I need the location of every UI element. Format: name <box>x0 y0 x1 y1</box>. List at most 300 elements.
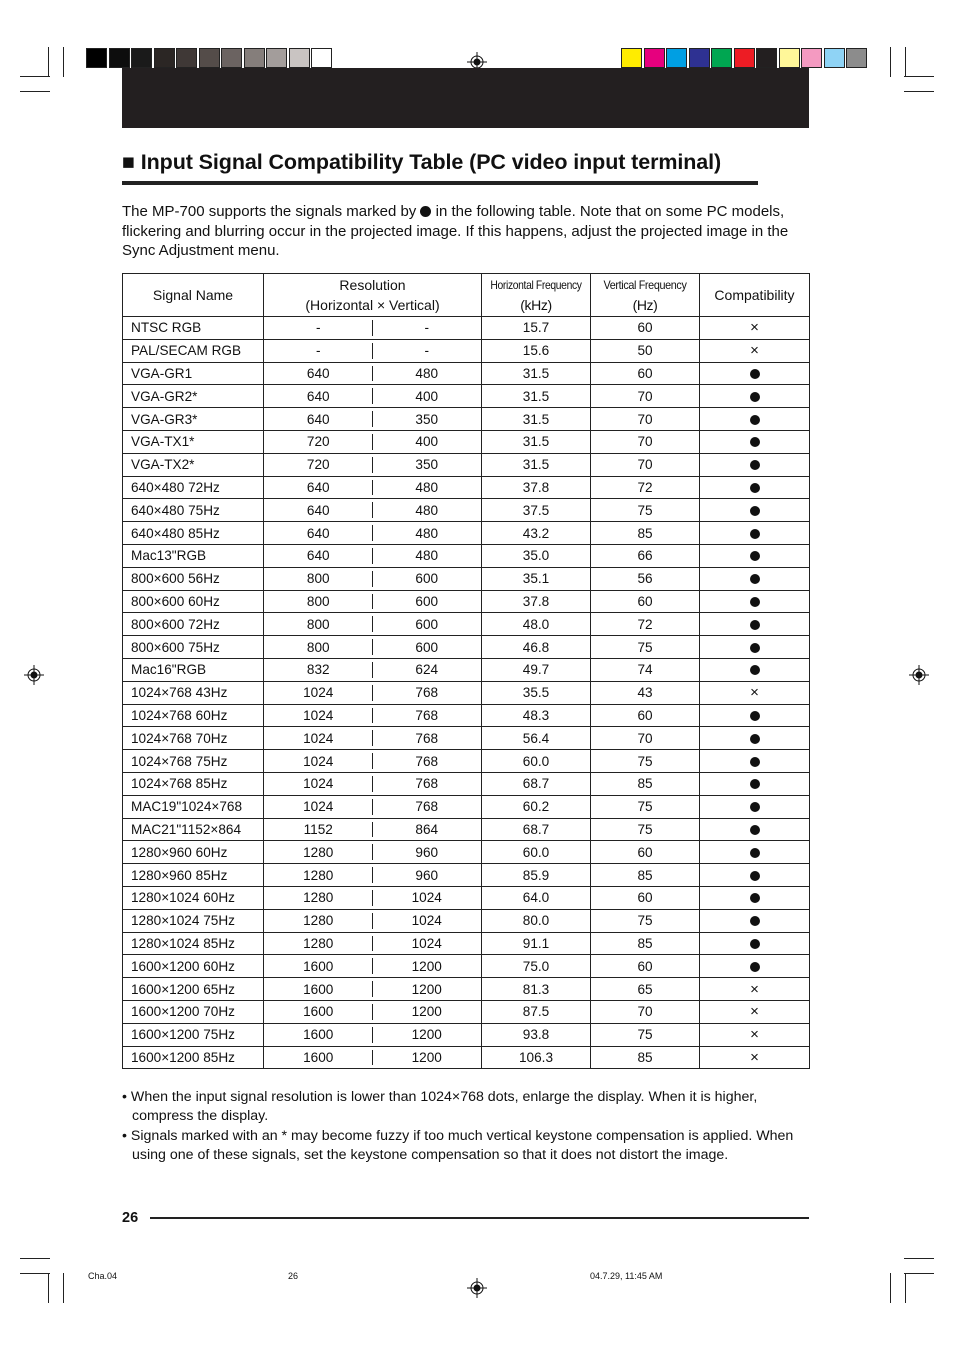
crop-mark <box>904 1273 934 1274</box>
v-frequency-cell: 50 <box>591 339 700 362</box>
crop-mark <box>904 76 934 77</box>
signal-name-cell: 800×600 72Hz <box>123 613 264 636</box>
supported-dot-icon <box>750 529 760 539</box>
signal-name-cell: 1024×768 85Hz <box>123 772 264 795</box>
compatibility-cell <box>700 567 810 590</box>
compatibility-cell <box>700 955 810 978</box>
signal-name-cell: 800×600 75Hz <box>123 636 264 659</box>
h-frequency-cell: 48.3 <box>482 704 591 727</box>
v-resolution-cell: 768 <box>373 772 482 795</box>
not-supported-x-icon: × <box>750 684 759 702</box>
table-row <box>123 932 810 955</box>
table-row <box>123 864 810 887</box>
h-frequency-cell: 15.7 <box>482 317 591 340</box>
v-resolution-cell: 480 <box>373 522 482 545</box>
page-title <box>122 150 721 175</box>
page-number: 26 <box>122 1210 139 1226</box>
supported-dot-icon <box>750 437 760 447</box>
v-frequency-cell: 75 <box>591 750 700 773</box>
signal-name-cell: VGA-GR2* <box>123 385 264 408</box>
v-frequency-cell: 75 <box>591 909 700 932</box>
v-frequency-cell: 75 <box>591 636 700 659</box>
v-frequency-cell: 72 <box>591 476 700 499</box>
signal-name-cell: VGA-GR3* <box>123 408 264 431</box>
table-row <box>123 590 810 613</box>
signal-name-cell: 640×480 85Hz <box>123 522 264 545</box>
signal-name-cell: 1600×1200 75Hz <box>123 1023 264 1046</box>
crop-mark <box>904 1258 934 1259</box>
table-row <box>123 430 810 453</box>
v-frequency-cell: 60 <box>591 704 700 727</box>
compatibility-cell <box>700 544 810 567</box>
h-frequency-cell: 31.5 <box>482 408 591 431</box>
v-frequency-cell: 66 <box>591 544 700 567</box>
color-swatch <box>131 48 152 68</box>
h-resolution-cell: 640 <box>264 544 373 567</box>
h-resolution-cell: 1280 <box>264 864 373 887</box>
table-row <box>123 818 810 841</box>
signal-name-cell: MAC21"1152×864 <box>123 818 264 841</box>
not-supported-x-icon: × <box>750 342 759 360</box>
color-swatch <box>779 48 800 68</box>
v-resolution-cell: 768 <box>373 704 482 727</box>
v-resolution-cell: - <box>373 339 482 362</box>
v-resolution-cell: 480 <box>373 499 482 522</box>
h-frequency-cell: 87.5 <box>482 1000 591 1023</box>
not-supported-x-icon: × <box>750 319 759 337</box>
footer-rule <box>150 1217 809 1219</box>
crop-mark <box>48 1273 49 1303</box>
color-swatch <box>244 48 265 68</box>
note-item: • Signals marked with an * may become fuzzy if too much vertical keystone compensation is applied. When using one of these signals, set the keystone compensation so that it does not distort the image. <box>122 1127 794 1163</box>
h-frequency-cell: 60.0 <box>482 841 591 864</box>
compatibility-cell <box>700 681 810 704</box>
h-frequency-cell: 56.4 <box>482 727 591 750</box>
h-resolution-cell: 720 <box>264 430 373 453</box>
header-resolution <box>264 274 482 317</box>
table-row <box>123 704 810 727</box>
h-frequency-cell: 48.0 <box>482 613 591 636</box>
compatibility-cell <box>700 613 810 636</box>
color-swatch <box>756 48 777 68</box>
compatibility-cell <box>700 590 810 613</box>
v-resolution-cell: 480 <box>373 476 482 499</box>
h-frequency-cell: 35.1 <box>482 567 591 590</box>
color-swatch <box>801 48 822 68</box>
h-resolution-cell: 720 <box>264 453 373 476</box>
compatibility-cell <box>700 499 810 522</box>
compatibility-cell <box>700 727 810 750</box>
table-row <box>123 522 810 545</box>
signal-name-cell: MAC19"1024×768 <box>123 795 264 818</box>
v-frequency-cell: 60 <box>591 886 700 909</box>
signal-name-cell: 1280×1024 85Hz <box>123 932 264 955</box>
h-resolution-cell: 1280 <box>264 886 373 909</box>
v-frequency-cell: 60 <box>591 841 700 864</box>
color-swatch <box>621 48 642 68</box>
supported-dot-icon <box>750 620 760 630</box>
h-resolution-cell: 1024 <box>264 681 373 704</box>
h-resolution-cell: 1152 <box>264 818 373 841</box>
supported-dot-icon <box>750 506 760 516</box>
compatibility-cell <box>700 430 810 453</box>
compatibility-cell <box>700 932 810 955</box>
v-resolution-cell: 480 <box>373 362 482 385</box>
h-frequency-cell: 81.3 <box>482 978 591 1001</box>
crop-mark <box>905 47 906 77</box>
table-row <box>123 636 810 659</box>
h-resolution-cell: - <box>264 339 373 362</box>
header-compatibility: Compatibility <box>700 274 810 317</box>
table-row <box>123 385 810 408</box>
table-row <box>123 339 810 362</box>
compatibility-cell <box>700 750 810 773</box>
supported-dot-icon <box>750 392 760 402</box>
crop-mark <box>904 91 934 92</box>
crop-mark <box>48 47 49 77</box>
h-frequency-cell: 68.7 <box>482 818 591 841</box>
color-swatch <box>266 48 287 68</box>
header-signal-name: Signal Name <box>123 274 264 317</box>
table-row <box>123 978 810 1001</box>
v-frequency-cell: 65 <box>591 978 700 1001</box>
color-swatch <box>711 48 732 68</box>
color-swatch <box>734 48 755 68</box>
table-row <box>123 408 810 431</box>
supported-dot-icon <box>750 711 760 721</box>
compatibility-cell <box>700 476 810 499</box>
supported-dot-icon <box>750 939 760 949</box>
color-swatch <box>311 48 332 68</box>
v-resolution-cell: 624 <box>373 658 482 681</box>
h-resolution-cell: 800 <box>264 613 373 636</box>
supported-dot-icon <box>750 597 760 607</box>
v-frequency-cell: 56 <box>591 567 700 590</box>
h-resolution-cell: 1024 <box>264 795 373 818</box>
h-frequency-cell: 64.0 <box>482 886 591 909</box>
v-resolution-cell: 960 <box>373 864 482 887</box>
compatibility-cell <box>700 339 810 362</box>
table-row <box>123 317 810 340</box>
v-frequency-cell: 43 <box>591 681 700 704</box>
supported-dot-icon <box>420 206 431 217</box>
h-resolution-cell: 640 <box>264 499 373 522</box>
compatibility-cell <box>700 818 810 841</box>
h-resolution-cell: 1280 <box>264 841 373 864</box>
v-frequency-cell: 75 <box>591 818 700 841</box>
v-frequency-cell: 85 <box>591 522 700 545</box>
supported-dot-icon <box>750 893 760 903</box>
color-swatch <box>154 48 175 68</box>
not-supported-x-icon: × <box>750 1026 759 1044</box>
table-row <box>123 499 810 522</box>
table-row <box>123 1000 810 1023</box>
color-swatch <box>221 48 242 68</box>
compatibility-cell <box>700 772 810 795</box>
v-resolution-cell: 864 <box>373 818 482 841</box>
table-row <box>123 658 810 681</box>
color-swatch <box>846 48 867 68</box>
h-frequency-cell: 35.5 <box>482 681 591 704</box>
supported-dot-icon <box>750 483 760 493</box>
header-band <box>122 68 809 128</box>
v-resolution-cell: 768 <box>373 750 482 773</box>
not-supported-x-icon: × <box>750 1048 759 1066</box>
table-row <box>123 955 810 978</box>
slug-page: 26 <box>288 1271 299 1281</box>
compatibility-cell <box>700 1000 810 1023</box>
signal-name-cell: 1024×768 70Hz <box>123 727 264 750</box>
table-row <box>123 476 810 499</box>
color-swatch <box>109 48 130 68</box>
color-swatch <box>289 48 310 68</box>
signal-name-cell: 1280×1024 60Hz <box>123 886 264 909</box>
v-resolution-cell: 768 <box>373 795 482 818</box>
compatibility-cell <box>700 704 810 727</box>
signal-name-cell: 1600×1200 60Hz <box>123 955 264 978</box>
crop-mark <box>20 91 50 92</box>
supported-dot-icon <box>750 415 760 425</box>
v-frequency-cell: 60 <box>591 317 700 340</box>
v-resolution-cell: 600 <box>373 613 482 636</box>
h-frequency-cell: 37.8 <box>482 476 591 499</box>
compatibility-cell <box>700 886 810 909</box>
table-row <box>123 453 810 476</box>
v-resolution-cell: 768 <box>373 681 482 704</box>
header-hfreq-line1: Horizontal Frequency <box>490 278 582 292</box>
intro-text-end: in the following table. Note that on some PC models, flickering and blurring occur in the projected image. If this happens, adjust the projected image in the Sync Adjustment menu. <box>122 203 789 260</box>
signal-name-cell: VGA-GR1 <box>123 362 264 385</box>
supported-dot-icon <box>750 871 760 881</box>
table-row <box>123 841 810 864</box>
intro-text-start: The MP-700 supports the signals marked by <box>122 203 417 220</box>
v-resolution-cell: 1024 <box>373 932 482 955</box>
compatibility-cell <box>700 317 810 340</box>
h-frequency-cell: 91.1 <box>482 932 591 955</box>
v-frequency-cell: 85 <box>591 864 700 887</box>
h-frequency-cell: 46.8 <box>482 636 591 659</box>
title-underline <box>122 181 758 185</box>
signal-name-cell: NTSC RGB <box>123 317 264 340</box>
compatibility-cell <box>700 408 810 431</box>
signal-name-cell: VGA-TX2* <box>123 453 264 476</box>
signal-name-cell: 1024×768 60Hz <box>123 704 264 727</box>
table-row <box>123 886 810 909</box>
h-resolution-cell: - <box>264 317 373 340</box>
supported-dot-icon <box>750 848 760 858</box>
v-resolution-cell: 600 <box>373 590 482 613</box>
color-swatch <box>176 48 197 68</box>
h-frequency-cell: 106.3 <box>482 1046 591 1069</box>
header-vfreq-line2: (Hz) <box>632 297 658 313</box>
h-resolution-cell: 1600 <box>264 955 373 978</box>
v-resolution-cell: 1024 <box>373 886 482 909</box>
v-frequency-cell: 75 <box>591 795 700 818</box>
supported-dot-icon <box>750 574 760 584</box>
signal-name-cell: 640×480 72Hz <box>123 476 264 499</box>
slug-file: Cha.04 <box>88 1271 118 1281</box>
table-row <box>123 1046 810 1069</box>
crop-mark <box>20 76 50 77</box>
h-resolution-cell: 800 <box>264 636 373 659</box>
header-resolution-line2: (Horizontal × Vertical) <box>305 297 440 313</box>
table-row <box>123 1023 810 1046</box>
h-resolution-cell: 640 <box>264 408 373 431</box>
v-frequency-cell: 70 <box>591 727 700 750</box>
h-frequency-cell: 31.5 <box>482 430 591 453</box>
h-frequency-cell: 93.8 <box>482 1023 591 1046</box>
h-resolution-cell: 800 <box>264 590 373 613</box>
v-resolution-cell: - <box>373 317 482 340</box>
supported-dot-icon <box>750 643 760 653</box>
v-resolution-cell: 600 <box>373 567 482 590</box>
supported-dot-icon <box>750 665 760 675</box>
v-resolution-cell: 400 <box>373 385 482 408</box>
signal-name-cell: 1600×1200 85Hz <box>123 1046 264 1069</box>
header-vertical-frequency <box>591 274 700 317</box>
notes-list <box>122 1088 812 1165</box>
v-frequency-cell: 85 <box>591 772 700 795</box>
h-resolution-cell: 1024 <box>264 772 373 795</box>
v-resolution-cell: 1200 <box>373 978 482 1001</box>
h-resolution-cell: 1600 <box>264 1023 373 1046</box>
v-frequency-cell: 85 <box>591 1046 700 1069</box>
table-row <box>123 795 810 818</box>
v-resolution-cell: 400 <box>373 430 482 453</box>
h-frequency-cell: 80.0 <box>482 909 591 932</box>
crop-mark <box>890 1273 891 1303</box>
signal-name-cell: 640×480 75Hz <box>123 499 264 522</box>
supported-dot-icon <box>750 369 760 379</box>
v-frequency-cell: 74 <box>591 658 700 681</box>
v-frequency-cell: 85 <box>591 932 700 955</box>
v-frequency-cell: 75 <box>591 1023 700 1046</box>
h-resolution-cell: 800 <box>264 567 373 590</box>
h-resolution-cell: 1280 <box>264 909 373 932</box>
v-frequency-cell: 75 <box>591 499 700 522</box>
header-hfreq-line2: (kHz) <box>520 297 552 313</box>
h-frequency-cell: 60.0 <box>482 750 591 773</box>
v-resolution-cell: 1200 <box>373 1023 482 1046</box>
compatibility-cell <box>700 864 810 887</box>
v-frequency-cell: 60 <box>591 362 700 385</box>
color-swatch <box>199 48 220 68</box>
signal-name-cell: 800×600 60Hz <box>123 590 264 613</box>
table-row <box>123 544 810 567</box>
h-frequency-cell: 68.7 <box>482 772 591 795</box>
v-resolution-cell: 1200 <box>373 1000 482 1023</box>
v-resolution-cell: 1200 <box>373 1046 482 1069</box>
signal-name-cell: 800×600 56Hz <box>123 567 264 590</box>
compatibility-cell <box>700 841 810 864</box>
table-row <box>123 362 810 385</box>
signal-name-cell: 1600×1200 70Hz <box>123 1000 264 1023</box>
v-resolution-cell: 480 <box>373 544 482 567</box>
color-swatch <box>689 48 710 68</box>
color-swatch <box>644 48 665 68</box>
table-row <box>123 727 810 750</box>
supported-dot-icon <box>750 825 760 835</box>
h-resolution-cell: 1280 <box>264 932 373 955</box>
signal-name-cell: PAL/SECAM RGB <box>123 339 264 362</box>
h-resolution-cell: 640 <box>264 362 373 385</box>
signal-name-cell: 1024×768 75Hz <box>123 750 264 773</box>
registration-mark-icon <box>909 665 929 685</box>
h-resolution-cell: 1600 <box>264 978 373 1001</box>
crop-mark <box>20 1273 50 1274</box>
h-frequency-cell: 31.5 <box>482 362 591 385</box>
v-resolution-cell: 350 <box>373 408 482 431</box>
v-frequency-cell: 70 <box>591 430 700 453</box>
v-frequency-cell: 70 <box>591 453 700 476</box>
supported-dot-icon <box>750 757 760 767</box>
v-frequency-cell: 70 <box>591 1000 700 1023</box>
h-resolution-cell: 1024 <box>264 704 373 727</box>
h-resolution-cell: 1600 <box>264 1000 373 1023</box>
table-row <box>123 613 810 636</box>
crop-mark <box>890 47 891 77</box>
signal-name-cell: 1280×960 85Hz <box>123 864 264 887</box>
supported-dot-icon <box>750 802 760 812</box>
compatibility-cell <box>700 978 810 1001</box>
h-frequency-cell: 15.6 <box>482 339 591 362</box>
compatibility-cell <box>700 362 810 385</box>
title-text: Input Signal Compatibility Table (PC video input terminal) <box>140 150 722 174</box>
h-frequency-cell: 31.5 <box>482 453 591 476</box>
compatibility-cell <box>700 1046 810 1069</box>
registration-mark-icon <box>467 1278 487 1298</box>
header-vfreq-line1: Vertical Frequency <box>603 278 687 292</box>
v-frequency-cell: 60 <box>591 955 700 978</box>
v-resolution-cell: 350 <box>373 453 482 476</box>
compatibility-cell <box>700 795 810 818</box>
compatibility-cell <box>700 453 810 476</box>
signal-name-cell: VGA-TX1* <box>123 430 264 453</box>
compatibility-cell <box>700 636 810 659</box>
compatibility-table <box>122 273 810 1069</box>
color-bar <box>621 48 869 68</box>
title-bullet-icon: ■ <box>122 150 135 174</box>
h-resolution-cell: 640 <box>264 476 373 499</box>
v-frequency-cell: 60 <box>591 590 700 613</box>
signal-name-cell: 1600×1200 65Hz <box>123 978 264 1001</box>
h-frequency-cell: 49.7 <box>482 658 591 681</box>
supported-dot-icon <box>750 551 760 561</box>
color-swatch <box>86 48 107 68</box>
color-swatch <box>666 48 687 68</box>
table-row <box>123 772 810 795</box>
h-resolution-cell: 640 <box>264 522 373 545</box>
table-row <box>123 681 810 704</box>
v-resolution-cell: 600 <box>373 636 482 659</box>
not-supported-x-icon: × <box>750 980 759 998</box>
h-resolution-cell: 1600 <box>264 1046 373 1069</box>
h-frequency-cell: 37.5 <box>482 499 591 522</box>
crop-mark <box>905 1273 906 1303</box>
signal-name-cell: 1280×1024 75Hz <box>123 909 264 932</box>
registration-mark-icon <box>24 665 44 685</box>
signal-name-cell: 1024×768 43Hz <box>123 681 264 704</box>
h-resolution-cell: 832 <box>264 658 373 681</box>
h-frequency-cell: 75.0 <box>482 955 591 978</box>
h-frequency-cell: 31.5 <box>482 385 591 408</box>
table-row <box>123 750 810 773</box>
v-resolution-cell: 1024 <box>373 909 482 932</box>
gray-scale-bar <box>86 48 334 68</box>
h-frequency-cell: 43.2 <box>482 522 591 545</box>
slug-date: 04.7.29, 11:45 AM <box>590 1271 663 1281</box>
supported-dot-icon <box>750 916 760 926</box>
